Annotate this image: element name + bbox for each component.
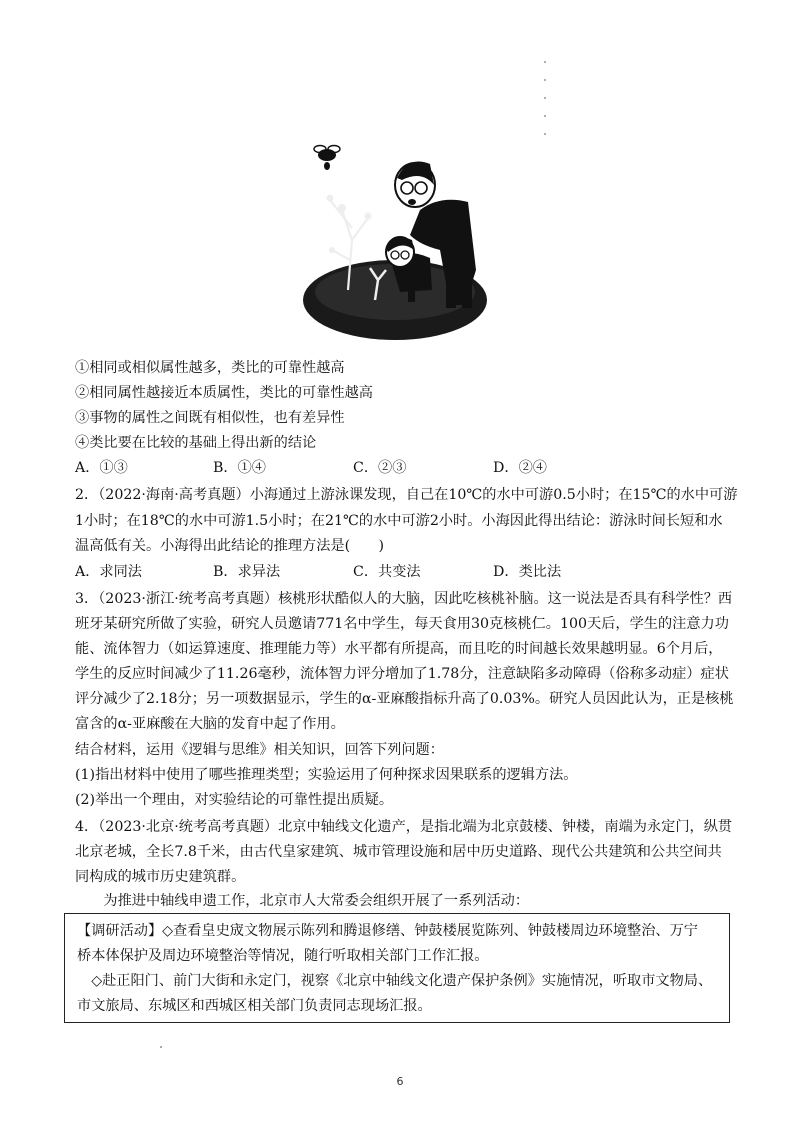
q2-option-d[interactable]: D．类比法: [493, 564, 562, 580]
dotted-mark: [543, 58, 547, 148]
q4-line-1: 4．（2023·北京·统考高考真题）北京中轴线文化遗产，是指北端为北京鼓楼、钟楼，南端为永定门，纵贯: [75, 819, 733, 835]
statement-3: ③事物的属性之间既有相似性，也有差异性: [75, 410, 345, 426]
q3-line-1: 3．（2023·浙江·统考高考真题）核桃形状酷似人的大脑，因此吃核桃补脑。这一说法是否具有科学性？西: [75, 591, 733, 607]
bee-icon: [314, 146, 340, 171]
q3-prompt: 结合材料，运用《逻辑与思维》相关知识，回答下列问题：: [75, 742, 444, 758]
box-line-1: 【调研活动】◇查看皇史宬文物展示陈列和腾退修缮、钟鼓楼展览陈列、钟鼓楼周边环境整治、万宁: [77, 923, 698, 939]
q3-subquestion-2: (2)举出一个理由，对实验结论的可靠性提出质疑。: [75, 792, 394, 808]
q2-option-a[interactable]: A．求同法: [75, 564, 142, 580]
q2-option-c[interactable]: C．共变法: [353, 564, 421, 580]
research-activity-box: [64, 913, 730, 1023]
q2-line-1: 2．（2022·海南·高考真题）小海通过上游泳课发现，自己在10℃的水中可游0.5小时；在15℃的水中可游: [75, 487, 738, 503]
q2-option-b[interactable]: B．求异法: [213, 564, 281, 580]
q2-line-2: 1小时；在18℃的水中可游1.5小时；在21℃的水中可游2小时。小海因此得出结论：游泳时间长短和水: [75, 513, 723, 529]
statement-4: ④类比要在比较的基础上得出新的结论: [75, 435, 317, 451]
q4-line-3: 同构成的城市历史建筑群。: [75, 869, 246, 885]
q3-line-6: 富含的α-亚麻酸在大脑的发育中起了作用。: [75, 716, 345, 732]
q2-options: [75, 560, 735, 584]
q3-subquestion-1: (1)指出材料中使用了哪些推理类型；实验运用了何种探求因果联系的逻辑方法。: [75, 767, 578, 783]
q1-option-b[interactable]: B．①④: [213, 460, 266, 476]
father-child-plant-illustration: [290, 140, 510, 350]
page-number: 6: [396, 1075, 404, 1088]
q3-line-4: 学生的反应时间减少了11.26毫秒，流体智力评分增加了1.78分，注意缺陷多动障碍（俗称多动症）症状: [75, 666, 729, 682]
q4-line-4: 为推进中轴线申遗工作，北京市人大常委会组织开展了一系列活动：: [75, 893, 530, 909]
statement-2: ②相同属性越接近本质属性，类比的可靠性越高: [75, 385, 373, 401]
box-line-3: ◇赴正阳门、前门大街和永定门，视察《北京中轴线文化遗产保护条例》实施情况，听取市文物局、: [77, 973, 713, 989]
q1-option-a[interactable]: A．①③: [75, 460, 128, 476]
scan-dot: [160, 1046, 162, 1048]
q3-line-5: 评分减少了2.18分；另一项数据显示，学生的α-亚麻酸指标升高了0.03%。研究人员因此认为，正是核桃: [75, 691, 734, 707]
q4-line-2: 北京老城，全长7.8千米，由古代皇家建筑、城市管理设施和居中历史道路、现代公共建筑和公共空间共: [75, 844, 722, 860]
q1-option-d[interactable]: D．②④: [493, 460, 547, 476]
statement-1: ①相同或相似属性越多，类比的可靠性越高: [75, 360, 345, 376]
box-line-2: 桥本体保护及周边环境整治等情况，随行听取相关部门工作汇报。: [77, 948, 489, 964]
box-line-4: 市文旅局、东城区和西城区相关部门负责同志现场汇报。: [77, 998, 432, 1014]
q3-line-2: 班牙某研究所做了实验，研究人员邀请771名中学生，每天食用30克核桃仁。100天后，学生的注意力功: [75, 616, 729, 632]
q1-option-c[interactable]: C．②③: [353, 460, 407, 476]
q3-line-3: 能、流体智力（如运算速度、推理能力等）水平都有所提高，而且吃的时间越长效果越明显。6个月后，: [75, 641, 723, 657]
q1-options: [75, 456, 735, 480]
q2-line-3: 温高低有关。小海得出此结论的推理方法是( ): [75, 538, 385, 554]
